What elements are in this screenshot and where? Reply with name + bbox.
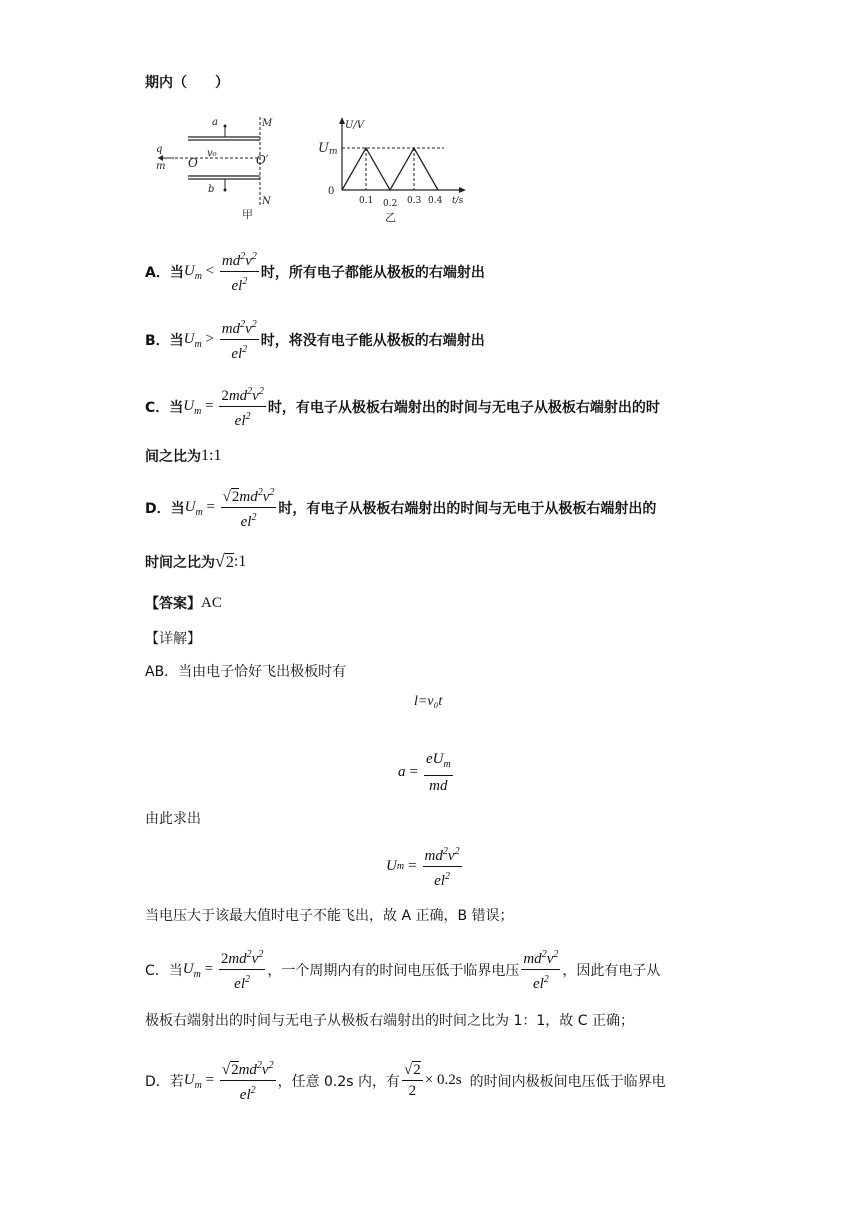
figure-caption-jia: 甲 [242, 208, 253, 221]
option-c: C．当 $U_m$ = $\frac{2md^2v^2}{el^2}$ 时，有电子从极板右端射出的时间与无电子从极板右端射出的时 [145, 383, 660, 430]
equation-acceleration: a = $\frac{eU_m}{md}$ [398, 751, 451, 794]
point-O-prime-label: O′ [256, 153, 269, 167]
figure-capacitor [150, 112, 290, 222]
formula-a: $U_m$ < $\frac{md^2v^2}{el^2}$ [184, 248, 261, 295]
velocity-label: v₀ [207, 148, 217, 159]
tick-0.3: 0.3 [407, 196, 422, 206]
charge-q-label: q [156, 144, 163, 155]
question-stem-tail: 期内（ ） [145, 75, 229, 91]
screen-M-label: M [262, 118, 273, 129]
option-b: B．当 $U_m$ > $\frac{md^2v^2}{el^2}$ 时，将没有电子能从极板的右端射出 [145, 316, 485, 363]
origin-label: 0 [328, 186, 335, 197]
option-d-cont: 时间之比为 √2 :1 [145, 551, 247, 571]
equation-l-v0t: l=v₀t [414, 694, 443, 709]
y-axis-label: U/V [345, 120, 365, 131]
analysis-ab-intro: AB．当由电子恰好飞出极板时有 [145, 664, 347, 680]
option-c-cont: 间之比为 1:1 [145, 447, 222, 465]
equation-um: U m = $\frac{md^2v^2}{el^2}$ [386, 843, 464, 890]
figure-caption-yi: 乙 [385, 211, 396, 224]
plate-b-label: b [208, 184, 215, 195]
option-a: A．当 $U_m$ < $\frac{md^2v^2}{el^2}$ 时，所有电子都能从极板的右端射出 [145, 248, 485, 295]
option-d: D．当 $U_m$ = $\frac{√2md^2v^2}{el^2}$ 时，有电子从极板右端射出的时间与无电于从极板右端射出的 [145, 484, 656, 531]
formula-d: $U_m$ = $\frac{√2md^2v^2}{el^2}$ [185, 484, 279, 531]
tick-0.4: 0.4 [428, 196, 443, 206]
x-axis-label: t/s [452, 196, 464, 206]
figure-voltage-graph [312, 115, 472, 225]
detail-label: 【详解】 [145, 631, 201, 647]
um-label: Um [318, 141, 338, 157]
answer-row: 【答案】 AC [145, 594, 222, 612]
point-O-label: O [188, 156, 198, 170]
screen-N-label: N [262, 196, 271, 207]
analysis-c-line2: 极板右端射出的时间与无电子从极板右端射出的时间之比为 1：1，故 C 正确； [145, 1013, 634, 1029]
formula-c: $U_m$ = $\frac{2md^2v^2}{el^2}$ [183, 383, 268, 430]
tick-0.2: 0.2 [383, 199, 398, 209]
tick-0.1: 0.1 [359, 196, 374, 206]
plate-a-label: a [212, 117, 218, 128]
sqrt2-ratio: √2 [215, 551, 234, 571]
mass-m-label: m [156, 161, 166, 172]
formula-b: $U_m$ > $\frac{md^2v^2}{el^2}$ [184, 316, 261, 363]
analysis-c: C．当 $U_m$ = $\frac{2md^2v^2}{el^2}$ ，一个周期内有的时间电压低于临界电压 $\frac{md^2v^2}{el^2}$ ，因此有电子从 [145, 946, 660, 993]
analysis-derive: 由此求出 [145, 811, 201, 827]
analysis-conclusion-ab: 当电压大于该最大值时电子不能飞出，故 A 正确，B 错误； [145, 908, 514, 924]
analysis-d: D．若 $U_m$ = $\frac{√2md^2v^2}{el^2}$ ，任意 0.2s 内，有 $\frac{√2}{2}$ × 0.2s 的时间内极板间电压低于临界电 [145, 1057, 666, 1104]
